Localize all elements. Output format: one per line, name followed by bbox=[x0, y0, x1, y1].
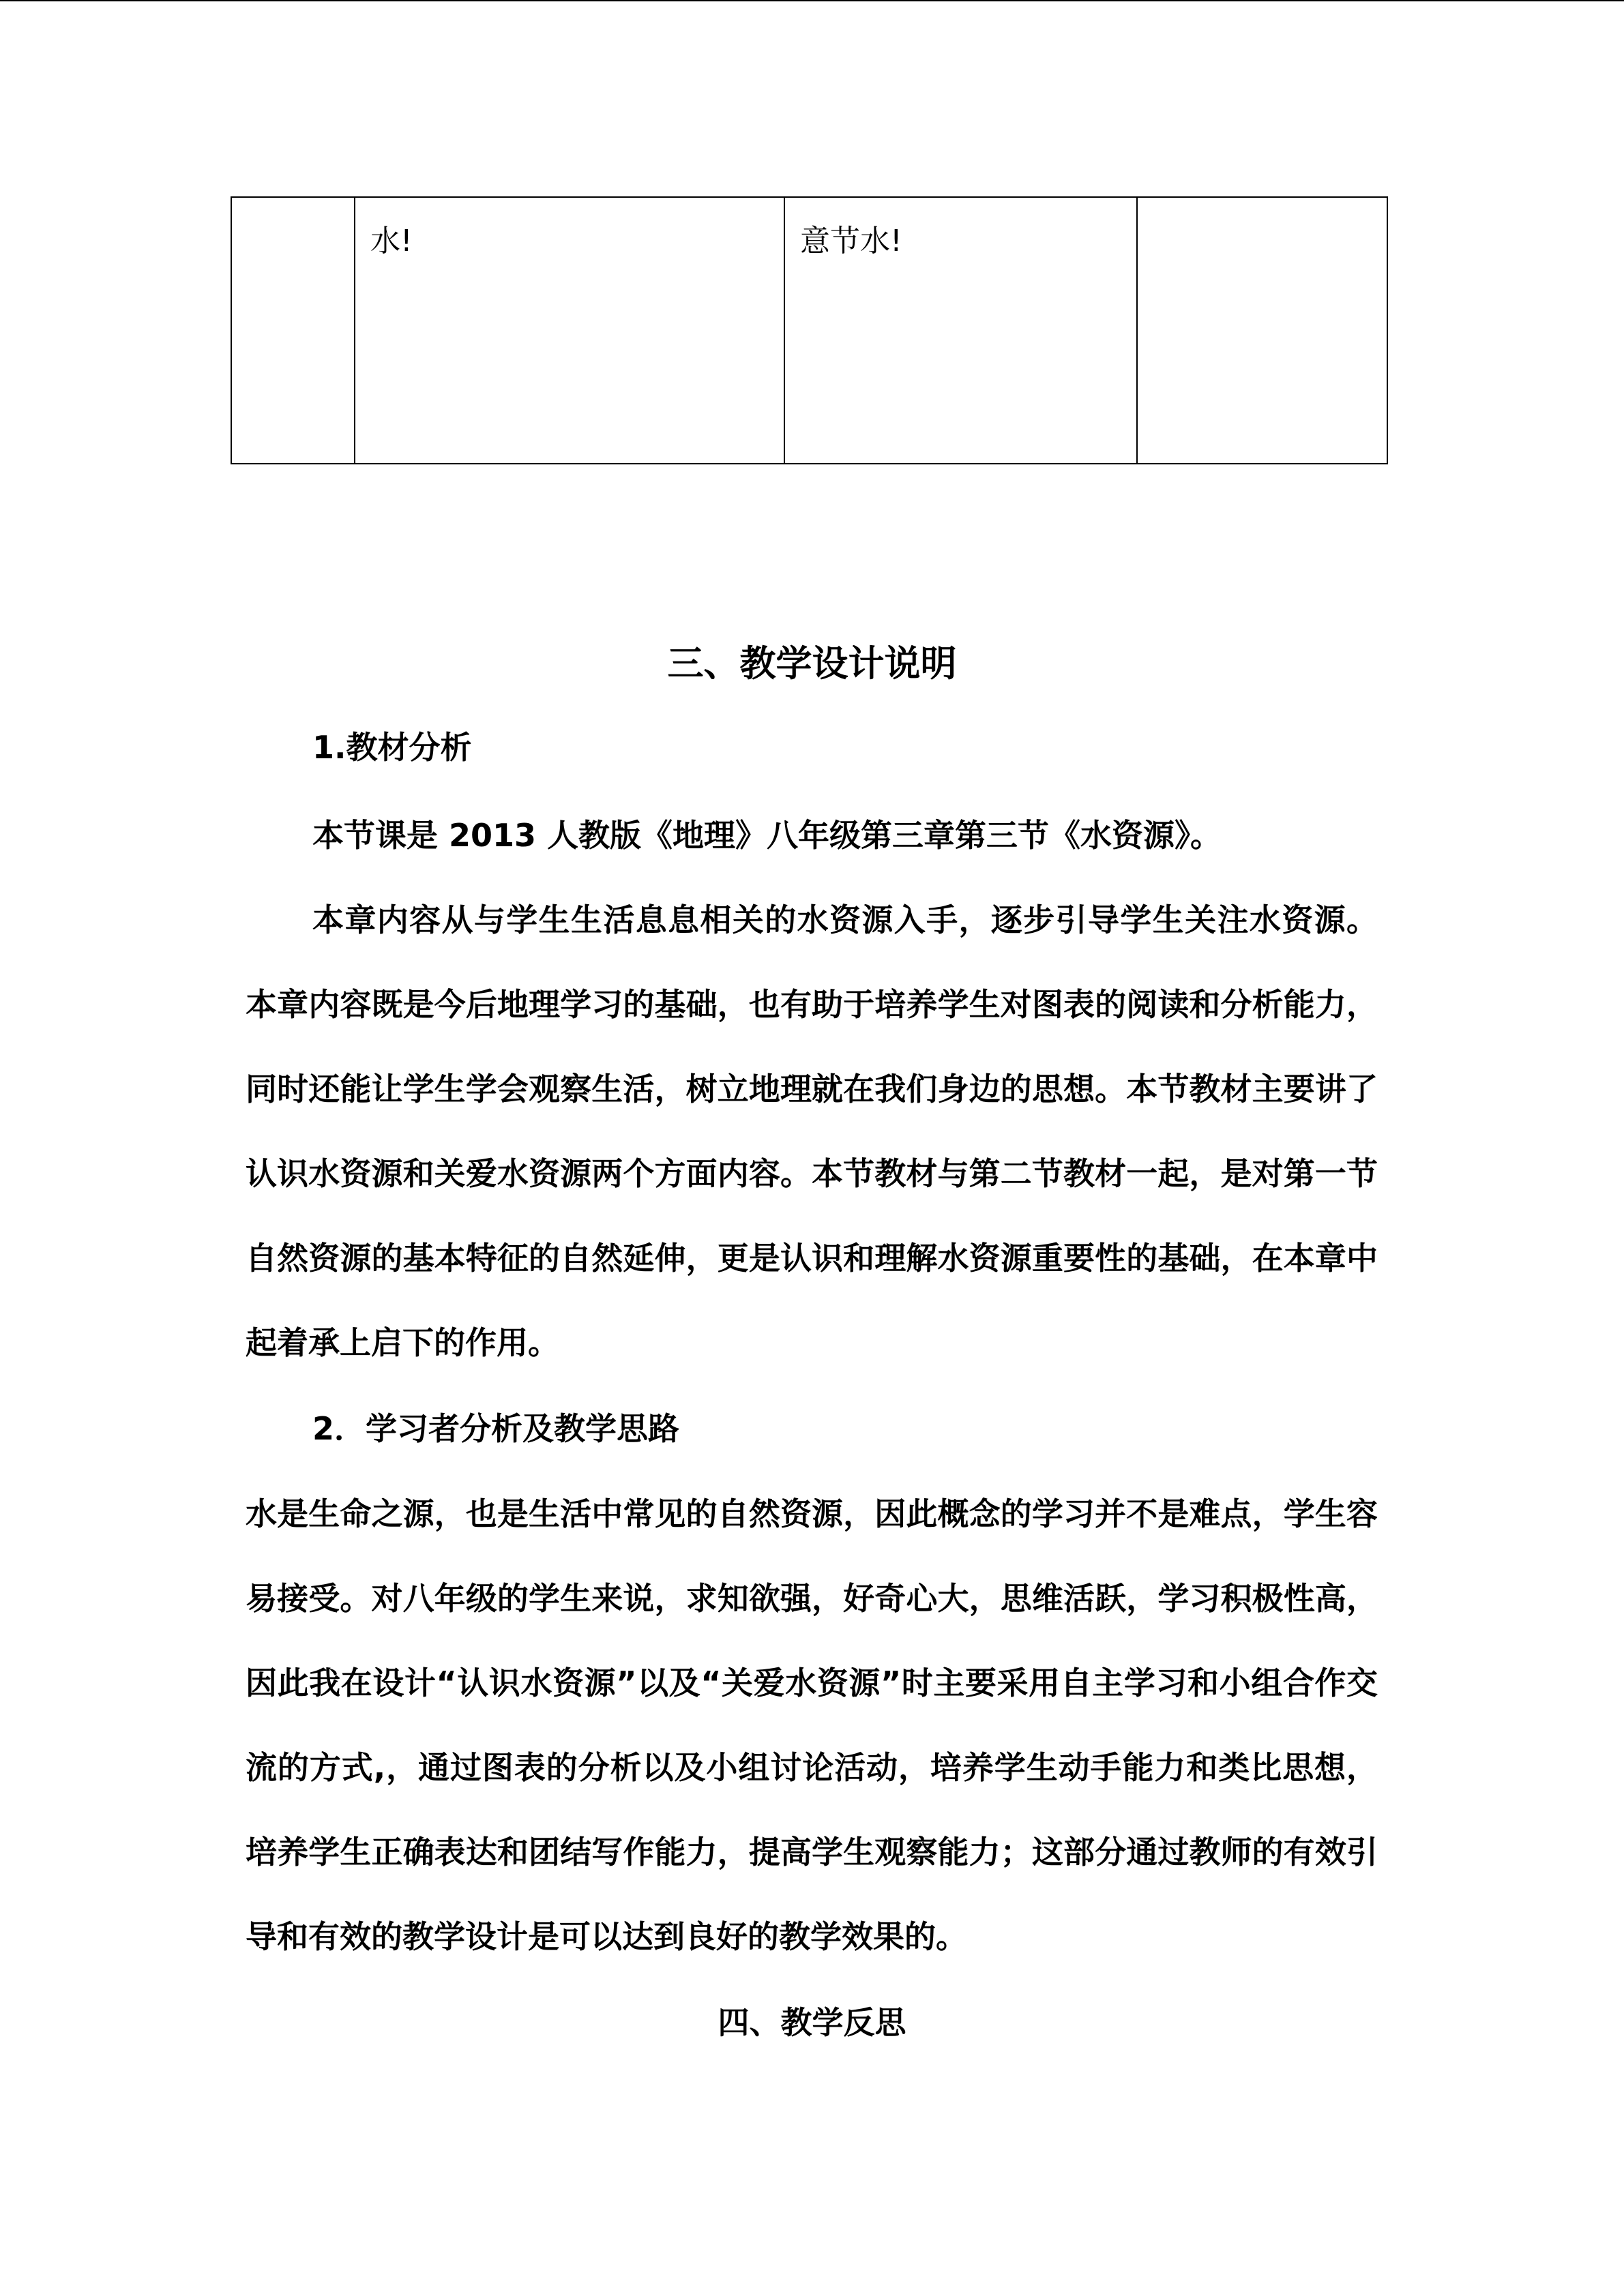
page-top-border bbox=[0, 0, 1624, 1]
table-cell-empty-left bbox=[231, 197, 355, 464]
table-cell-text: 意节水! bbox=[784, 197, 1137, 464]
continuation-table bbox=[231, 196, 1388, 464]
section-four-title: 四、教学反思 bbox=[718, 2004, 906, 2041]
table-row bbox=[231, 197, 1387, 464]
subsection-1-paragraph-2: 本章内容从与学生生活息息相关的水资源入手，逐步引导学生关注水资源。本章内容既是今后地理学习的基础，也有助于培养学生对图表的阅读和分析能力，同时还能让学生学会观察生活，树立地理就在我们身边的思想。本节教材主要讲了认识水资源和关爱水资源两个方面内容。本节教材与第二节教材一起，是对第一节自然资源的基本特征的自然延伸，更是认识和理解水资源重要性的基础，在本章中起着承上启下的作用。 bbox=[246, 901, 1378, 1361]
subsection-2-heading: 2．学习者分析及教学思路 bbox=[312, 1410, 680, 1447]
table-cell-text: 水! bbox=[355, 197, 784, 464]
table-cell-empty-right bbox=[1137, 197, 1387, 464]
subsection-1-heading: 1.教材分析 bbox=[312, 729, 472, 766]
section-three-title: 三、教学设计说明 bbox=[667, 643, 957, 685]
subsection-1-paragraph-1: 本节课是 2013 人教版《地理》八年级第三章第三节《水资源》。 bbox=[312, 817, 1222, 854]
subsection-2-paragraph-1: 水是生命之源，也是生活中常见的自然资源，因此概念的学习并不是难点，学生容易接受。对八年级的学生来说，求知欲强，好奇心大，思维活跃，学习积极性高，因此我在设计“认识水资源”以及“关爱水资源”时主要采用自主学习和小组合作交流的方式,，通过图表的分析以及小组讨论活动，培养学生动手能力和类比思想，培养学生正确表达和团结写作能力，提高学生观察能力；这部分通过教师的有效引导和有效的教学设计是可以达到良好的教学效果的。 bbox=[246, 1495, 1378, 1955]
